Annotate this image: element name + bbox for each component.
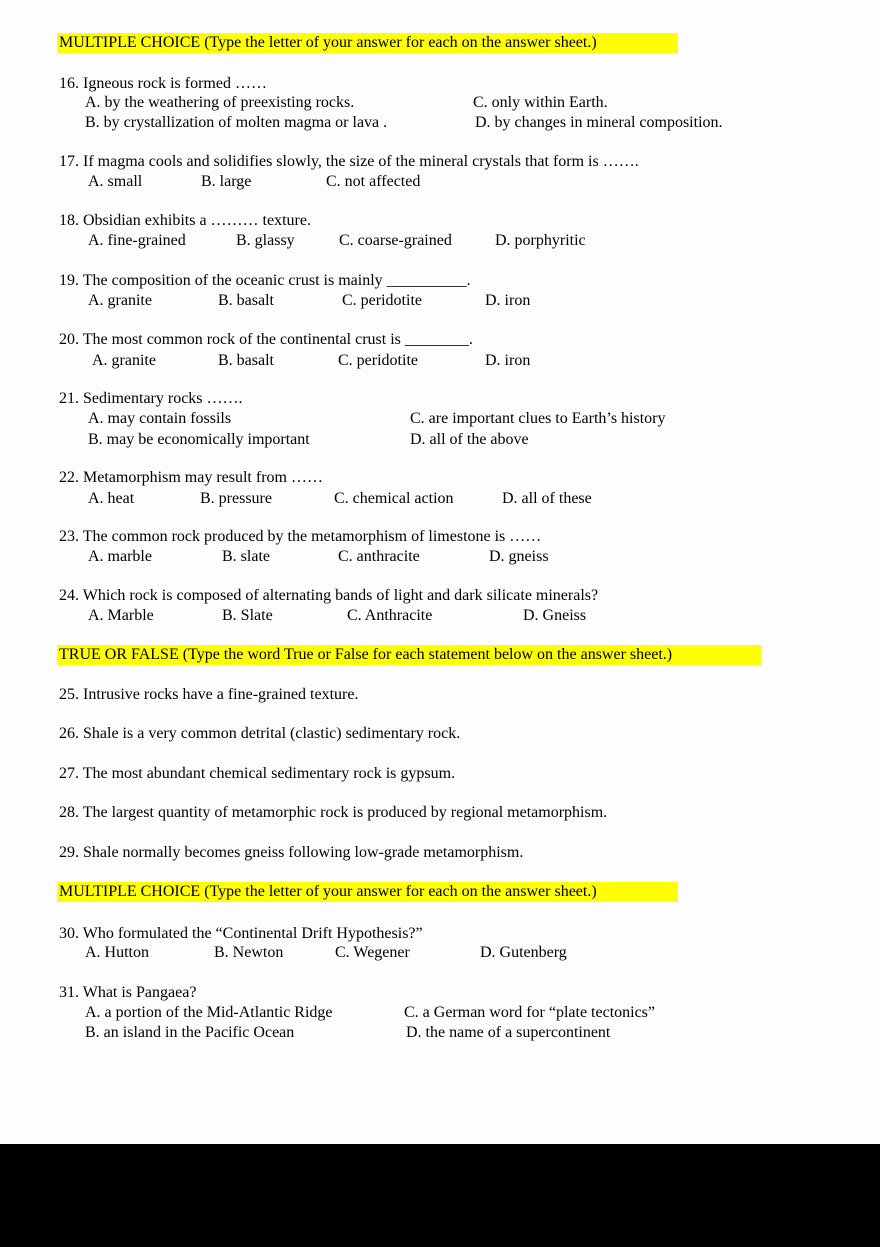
question-18-stem: 18. Obsidian exhibits a ……… texture. xyxy=(59,212,311,229)
question-24-option-c: C. Anthracite xyxy=(347,607,433,624)
question-16-option-a: A. by the weathering of preexisting rocks. xyxy=(85,94,355,111)
question-25-stem: 25. Intrusive rocks have a fine-grained texture. xyxy=(59,686,359,703)
question-19-stem: 19. The composition of the oceanic crust is mainly __________. xyxy=(59,272,471,289)
question-23-option-b: B. slate xyxy=(222,548,270,565)
question-28-stem: 28. The largest quantity of metamorphic rock is produced by regional metamorphism. xyxy=(59,804,608,821)
section-header-true-false: TRUE OR FALSE (Type the word True or False for each statement below on the answer sheet.) xyxy=(57,645,761,665)
question-31-option-d: D. the name of a supercontinent xyxy=(406,1024,611,1041)
question-24-option-d: D. Gneiss xyxy=(523,607,587,624)
question-30-option-a: A. Hutton xyxy=(85,944,149,961)
question-22-option-b: B. pressure xyxy=(200,490,272,507)
question-24-option-a: A. Marble xyxy=(88,607,154,624)
question-30-stem: 30. Who formulated the “Continental Drift Hypothesis?” xyxy=(59,925,423,942)
question-17-option-b: B. large xyxy=(201,173,252,190)
question-18-option-b: B. glassy xyxy=(236,232,295,249)
question-24-option-b: B. Slate xyxy=(222,607,273,624)
question-23-option-d: D. gneiss xyxy=(489,548,549,565)
question-30-option-c: C. Wegener xyxy=(335,944,410,961)
question-18-option-c: C. coarse-grained xyxy=(339,232,452,249)
question-19-option-b: B. basalt xyxy=(218,292,274,309)
question-21-option-d: D. all of the above xyxy=(410,431,529,448)
question-17-option-c: C. not affected xyxy=(326,173,421,190)
question-16-option-c: C. only within Earth. xyxy=(473,94,608,111)
question-20-option-c: C. peridotite xyxy=(338,352,418,369)
question-23-stem: 23. The common rock produced by the metamorphism of limestone is …… xyxy=(59,528,542,545)
question-31-stem: 31. What is Pangaea? xyxy=(59,984,197,1001)
question-26-stem: 26. Shale is a very common detrital (clastic) sedimentary rock. xyxy=(59,725,461,742)
question-20-stem: 20. The most common rock of the continental crust is ________. xyxy=(59,331,473,348)
question-19-option-c: C. peridotite xyxy=(342,292,422,309)
question-21-option-a: A. may contain fossils xyxy=(88,410,232,427)
question-27-stem: 27. The most abundant chemical sedimentary rock is gypsum. xyxy=(59,765,456,782)
question-18-option-d: D. porphyritic xyxy=(495,232,586,249)
question-21-option-c: C. are important clues to Earth’s history xyxy=(410,410,666,427)
question-31-option-b: B. an island in the Pacific Ocean xyxy=(85,1024,295,1041)
question-21-option-b: B. may be economically important xyxy=(88,431,310,448)
question-16-option-d: D. by changes in mineral composition. xyxy=(475,114,723,131)
question-17-stem: 17. If magma cools and solidifies slowly, the size of the mineral crystals that form is ……. xyxy=(59,153,639,170)
section-header-multiple-choice-1: MULTIPLE CHOICE (Type the letter of your answer for each on the answer sheet.) xyxy=(57,33,678,53)
question-23-option-a: A. marble xyxy=(88,548,152,565)
question-22-option-d: D. all of these xyxy=(502,490,592,507)
question-17-option-a: A. small xyxy=(88,173,143,190)
question-22-option-c: C. chemical action xyxy=(334,490,454,507)
question-20-option-a: A. granite xyxy=(92,352,156,369)
question-24-stem: 24. Which rock is composed of alternating bands of light and dark silicate minerals? xyxy=(59,587,599,604)
question-18-option-a: A. fine-grained xyxy=(88,232,186,249)
question-23-option-c: C. anthracite xyxy=(338,548,420,565)
question-21-stem: 21. Sedimentary rocks ……. xyxy=(59,390,243,407)
question-22-stem: 22. Metamorphism may result from …… xyxy=(59,469,323,486)
question-16-option-b: B. by crystallization of molten magma or lava . xyxy=(85,114,388,131)
question-30-option-d: D. Gutenberg xyxy=(480,944,567,961)
question-30-option-b: B. Newton xyxy=(214,944,284,961)
question-31-option-a: A. a portion of the Mid-Atlantic Ridge xyxy=(85,1004,333,1021)
question-29-stem: 29. Shale normally becomes gneiss following low-grade metamorphism. xyxy=(59,844,524,861)
question-22-option-a: A. heat xyxy=(88,490,135,507)
section-header-multiple-choice-2: MULTIPLE CHOICE (Type the letter of your answer for each on the answer sheet.) xyxy=(57,882,678,902)
question-19-option-d: D. iron xyxy=(485,292,531,309)
question-19-option-a: A. granite xyxy=(88,292,152,309)
question-20-option-b: B. basalt xyxy=(218,352,274,369)
question-16-stem: 16. Igneous rock is formed …… xyxy=(59,75,267,92)
bottom-black-frame xyxy=(0,1144,880,1247)
question-31-option-c: C. a German word for “plate tectonics” xyxy=(404,1004,656,1021)
question-20-option-d: D. iron xyxy=(485,352,531,369)
